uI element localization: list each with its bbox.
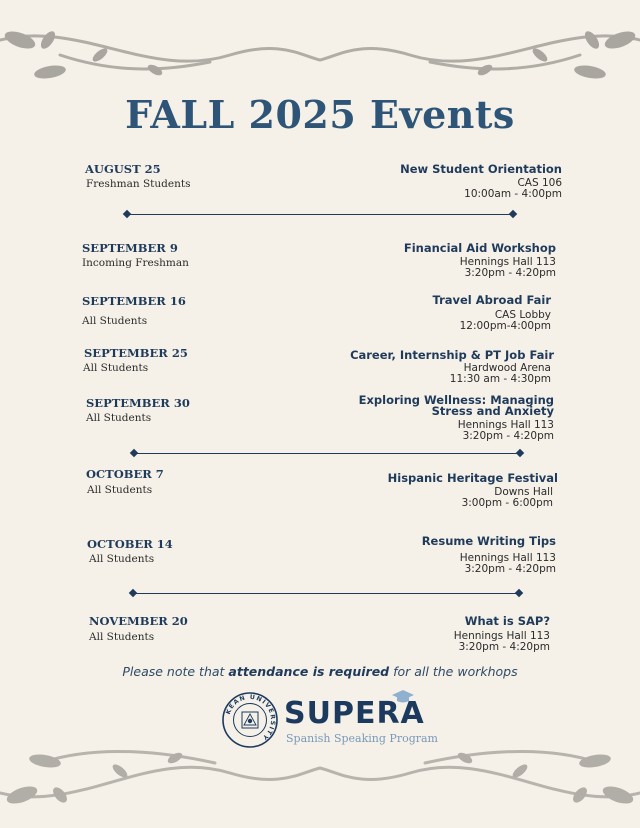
- event-audience: All Students: [82, 315, 148, 327]
- bottom-vine-ornament: [0, 733, 640, 828]
- note-text-before: Please note that: [122, 664, 229, 679]
- event-location: Hennings Hall 113: [457, 419, 554, 431]
- event-location: Hennings Hall 113: [453, 630, 550, 642]
- note-text-after: for all the workhops: [389, 664, 518, 679]
- event-name: Career, Internship & PT Job Fair: [350, 348, 554, 362]
- event-name: Travel Abroad Fair: [432, 293, 551, 307]
- event-date: SEPTEMBER 16: [82, 294, 186, 308]
- section-divider: [124, 210, 516, 220]
- event-name: Hispanic Heritage Festival: [387, 471, 558, 485]
- supera-logo-text: SUPERA: [284, 696, 425, 731]
- event-time: 3:20pm - 4:20pm: [464, 267, 556, 279]
- event-audience: All Students: [89, 553, 155, 565]
- event-name: Financial Aid Workshop: [403, 241, 556, 255]
- event-location: Hardwood Arena: [463, 362, 551, 374]
- event-date: SEPTEMBER 25: [84, 346, 188, 360]
- attendance-note: [0, 664, 640, 679]
- supera-subtitle: Spanish Speaking Program: [286, 732, 438, 745]
- event-date: SEPTEMBER 9: [82, 241, 178, 255]
- event-audience: Freshman Students: [86, 178, 191, 190]
- event-time: 3:20pm - 4:20pm: [464, 563, 556, 575]
- event-location: Downs Hall: [494, 486, 553, 498]
- kean-university-seal: [222, 692, 278, 748]
- event-name-line2: Stress and Anxiety: [431, 404, 554, 418]
- event-date: OCTOBER 7: [86, 467, 164, 481]
- event-time: 10:00am - 4:00pm: [464, 188, 562, 200]
- event-location: Hennings Hall 113: [459, 256, 556, 268]
- event-time: 3:20pm - 4:20pm: [462, 430, 554, 442]
- section-divider: [131, 449, 523, 459]
- event-audience: All Students: [87, 484, 153, 496]
- top-vine-ornament: [0, 0, 640, 95]
- event-name-line1: Exploring Wellness: Managing: [358, 393, 554, 407]
- section-divider: [130, 589, 522, 599]
- event-name: New Student Orientation: [400, 162, 562, 176]
- event-time: 11:30 am - 4:30pm: [449, 373, 551, 385]
- event-location: CAS 106: [517, 177, 562, 189]
- event-date: AUGUST 25: [85, 162, 161, 176]
- event-time: 3:00pm - 6:00pm: [461, 497, 553, 509]
- note-emphasis: attendance is required: [228, 664, 390, 679]
- event-audience: All Students: [83, 362, 149, 374]
- event-name: Resume Writing Tips: [421, 534, 556, 548]
- event-location: CAS Lobby: [494, 309, 551, 321]
- event-audience: All Students: [86, 412, 152, 424]
- event-time: 12:00pm-4:00pm: [459, 320, 551, 332]
- event-date: OCTOBER 14: [87, 537, 173, 551]
- event-location: Hennings Hall 113: [459, 552, 556, 564]
- event-name: What is SAP?: [464, 614, 550, 628]
- event-date: NOVEMBER 20: [89, 614, 188, 628]
- event-date: SEPTEMBER 30: [86, 396, 190, 410]
- svg-text:KEAN UNIVERSITY: KEAN UNIVERSITY: [224, 693, 277, 742]
- event-audience: All Students: [89, 631, 155, 643]
- event-audience: Incoming Freshman: [82, 257, 189, 269]
- event-time: 3:20pm - 4:20pm: [458, 641, 550, 653]
- page-title: FALL 2025 Events: [125, 92, 515, 137]
